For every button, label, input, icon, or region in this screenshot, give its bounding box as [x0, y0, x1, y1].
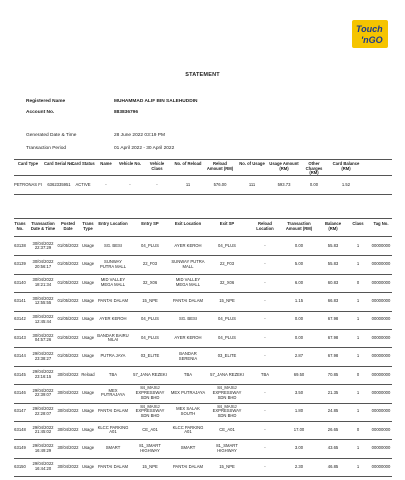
txn-header-cell: Entry Location	[98, 221, 128, 226]
txn-cell: 67.98	[327, 334, 339, 340]
txn-cell: 30/04/2022	[57, 390, 79, 396]
table-row	[0, 439, 405, 457]
txn-cell: 04_PLUS	[141, 316, 159, 322]
txn-cell: 84_MAXIJ EXPRESSWAY SDN BHD	[212, 385, 242, 400]
txn-cell: 24.85	[327, 408, 339, 414]
txn-cell: 63149	[14, 445, 26, 451]
txn-cell: 15_NPE	[142, 298, 158, 304]
txn-cell: 29/04/2022 23:16:15	[32, 369, 54, 379]
txn-cell: 1	[356, 390, 360, 396]
txn-cell: Usage	[81, 445, 95, 451]
txn-header-cell: Reload Location	[256, 221, 274, 231]
card-header-cell: Card Status	[71, 161, 95, 166]
card-header-cell: Vehicle No.	[118, 161, 142, 166]
txn-cell: 04_PLUS	[141, 242, 159, 248]
card-cell: 1.52	[341, 182, 351, 187]
txn-cell: 57_JANA REZEKI	[210, 371, 244, 377]
txn-cell: 00000000	[371, 279, 391, 285]
txn-cell: Usage	[81, 408, 95, 414]
txn-cell: 17.00	[293, 426, 305, 432]
txn-cell: 6.00	[294, 279, 304, 285]
txn-cell: PUTRA JAYA	[100, 353, 126, 359]
txn-cell: SMART	[105, 445, 121, 451]
txn-cell: 21.35	[327, 390, 339, 396]
txn-cell: 01/05/2022	[57, 261, 79, 267]
txn-cell: 1	[356, 353, 360, 359]
info-label: Generated Date & Time	[26, 133, 77, 138]
txn-cell: 30/04/2022	[57, 371, 79, 377]
card-header-cell: No. of Reload	[174, 161, 202, 166]
txn-cell: 63150	[14, 463, 26, 469]
txn-cell: 2.30	[294, 463, 304, 469]
txn-cell: BANDAR SERENIA	[178, 350, 198, 361]
txn-cell: 0.00	[294, 334, 304, 340]
txn-cell: 60.83	[327, 279, 339, 285]
txn-cell: 1	[356, 334, 360, 340]
card-table-header-rule	[14, 175, 392, 176]
info-label: Transaction Period	[26, 146, 67, 151]
txn-cell: 81_SMART HIGHWAY	[216, 442, 238, 453]
txn-cell: 84_MAXIJ EXPRESSWAY SDN BHD	[135, 385, 165, 400]
txn-cell: 00000000	[371, 463, 391, 469]
info-label: Registered Name	[26, 99, 66, 104]
info-value: 883836796	[114, 110, 139, 115]
txn-cell: 63145	[14, 371, 26, 377]
txn-cell: 63142	[14, 316, 26, 322]
txn-header-cell: Transaction Date & Time	[30, 221, 56, 231]
card-header-cell: Vehicle Class	[149, 161, 165, 171]
txn-cell: MID VALLEY MEGA MALL	[175, 277, 201, 287]
card-table-top-rule	[14, 159, 392, 160]
txn-cell: 30/04/2022	[57, 463, 79, 469]
txn-cell: 01/05/2022	[57, 279, 79, 285]
txn-cell: -	[264, 298, 266, 304]
txn-cell: 46.85	[327, 463, 339, 469]
txn-cell: 01/05/2022	[57, 298, 79, 304]
txn-header-cell: Transaction Amount (RM)	[285, 221, 313, 231]
txn-cell: Usage	[81, 463, 95, 469]
txn-cell: Usage	[81, 390, 95, 396]
txn-cell: 0	[356, 279, 360, 285]
txn-cell: 69.50	[293, 371, 305, 377]
txn-cell: SG. BESI	[179, 316, 197, 322]
txn-cell: 63141	[14, 298, 26, 304]
table-row	[0, 421, 405, 439]
txn-cell: 30/04/2022	[57, 426, 79, 432]
txn-cell: 66.83	[327, 298, 339, 304]
txn-cell: -	[264, 261, 266, 267]
txn-cell: MID VALLEY MEGA MALL	[100, 277, 126, 287]
txn-cell: 04_PLUS	[218, 242, 236, 248]
txn-cell: -	[264, 316, 266, 322]
txn-cell: -	[264, 426, 266, 432]
table-row	[0, 458, 405, 476]
txn-cell: Usage	[81, 316, 95, 322]
txn-cell: PANTAI DALAM	[97, 463, 129, 469]
txn-cell: 04_PLUS	[218, 316, 236, 322]
txn-cell: 55.83	[327, 261, 339, 267]
txn-cell: MEX PUTRAJAYA	[170, 390, 206, 396]
txn-cell: -	[264, 242, 266, 248]
info-value: 28 June 2022 03:19 PM	[114, 133, 165, 138]
txn-cell: -	[264, 390, 266, 396]
txn-cell: MEX PUTRAJAYA	[100, 387, 126, 398]
txn-cell: 30/04/2022 12:45:44	[32, 314, 54, 324]
txn-header-cell: Exit SP	[219, 221, 235, 226]
txn-cell: 2.87	[294, 353, 304, 359]
table-row	[0, 274, 405, 292]
txn-cell: 1	[356, 408, 360, 414]
info-label: Account No.	[26, 110, 55, 115]
txn-cell: 30/04/2022 20:56:17	[32, 258, 54, 269]
txn-cell: KLCC PARKING A01	[172, 424, 204, 435]
txn-cell: Usage	[81, 353, 95, 359]
txn-cell: BANDAR BAIRU NILAI	[97, 332, 129, 343]
txn-cell: 84_MAXIJ EXPRESSWAY SDN BHD	[212, 403, 242, 419]
txn-cell: 00000000	[371, 353, 391, 359]
txn-table-top-rule	[14, 218, 392, 219]
card-cell: -	[156, 182, 158, 187]
txn-cell: 00000000	[371, 371, 391, 377]
txn-cell: 29/04/2022 22:28:07	[32, 406, 54, 416]
txn-cell: 0.00	[294, 242, 304, 248]
txn-cell: PANTAI DALAM	[172, 463, 204, 469]
txn-cell: 00000000	[371, 316, 391, 322]
txn-cell: KLCC PARKING A01	[97, 424, 129, 435]
txn-cell: 63146	[14, 390, 26, 396]
card-cell: 593.73	[277, 182, 291, 187]
txn-cell: 1	[356, 316, 360, 322]
txn-cell: 0.00	[294, 316, 304, 322]
card-header-cell: Reload Amount (RM)	[206, 161, 234, 171]
txn-cell: 1	[356, 463, 360, 469]
txn-cell: 15_NPE	[142, 463, 158, 469]
txn-header-cell: Entry SP	[141, 221, 159, 226]
card-table-bottom-rule	[14, 194, 392, 195]
txn-cell: 00000000	[371, 426, 391, 432]
txn-cell: Usage	[81, 279, 95, 285]
info-value: MUHAMMAD ALIF BIN SALEHUDDIN	[114, 99, 198, 104]
table-row	[0, 255, 405, 273]
txn-cell: 63144	[14, 353, 26, 359]
txn-cell: -	[264, 445, 266, 451]
txn-cell: Usage	[81, 261, 95, 267]
txn-cell: 32_X06	[219, 279, 235, 285]
card-header-cell: No. of Usage	[239, 161, 265, 166]
txn-cell: 00000000	[371, 408, 391, 414]
card-header-cell: Name	[100, 161, 112, 166]
txn-cell: Usage	[81, 242, 95, 248]
txn-cell: 30/04/2022 22:37:29	[32, 240, 54, 251]
txn-cell: 22_F03	[219, 261, 235, 267]
txn-cell: 0	[356, 426, 360, 432]
txn-cell: PANTAI DALAM	[172, 298, 204, 304]
card-cell: 11	[185, 182, 191, 187]
txn-cell: TBA	[183, 371, 193, 377]
txn-cell: -	[264, 408, 266, 414]
card-cell: 6362335951	[47, 182, 71, 187]
card-header-cell: Usage Amount (RM)	[269, 161, 299, 171]
txn-cell: 29/04/2022 21:45:02	[32, 424, 54, 435]
txn-cell: PANTAI DALAM	[97, 408, 129, 414]
txn-cell: 29/04/2022 22:39:07	[32, 387, 54, 398]
txn-cell: MEX SALAK SOUTH	[176, 406, 200, 416]
card-cell: -	[105, 182, 107, 187]
card-cell: -	[129, 182, 131, 187]
txn-cell: 04_PLUS	[218, 334, 236, 340]
txn-cell: 63148	[14, 426, 26, 432]
txn-cell: -	[264, 334, 266, 340]
txn-header-cell: Exit Location	[174, 221, 202, 226]
txn-cell: CE_A01	[142, 426, 158, 432]
txn-cell: AYER KEROH	[174, 334, 202, 340]
txn-cell: 00000000	[371, 445, 391, 451]
txn-cell: 01/05/2022	[57, 242, 79, 248]
txn-header-cell: Trans Type	[82, 221, 94, 231]
table-row	[0, 403, 405, 421]
touch-n-go-logo	[352, 20, 388, 48]
txn-cell: 1	[356, 242, 360, 248]
row-divider	[14, 476, 392, 477]
txn-cell: 29/04/2022 16:49:29	[32, 442, 54, 453]
txn-cell: 03_ELITE	[140, 353, 160, 359]
txn-cell: Reload	[81, 371, 95, 377]
card-cell: ACTIVE	[75, 182, 91, 187]
table-row	[0, 237, 405, 255]
txn-cell: 1.15	[294, 298, 304, 304]
txn-cell: 01/05/2022	[57, 353, 79, 359]
txn-cell: 26.65	[327, 426, 339, 432]
txn-cell: CE_A01	[219, 426, 235, 432]
txn-cell: 00000000	[371, 261, 391, 267]
txn-cell: SUNWAY PUTRA MALL	[171, 258, 205, 269]
txn-cell: -	[264, 463, 266, 469]
statement-title: STATEMENT	[185, 72, 220, 78]
txn-cell: 1	[356, 261, 360, 267]
table-row	[0, 366, 405, 384]
txn-cell: -	[264, 279, 266, 285]
txn-cell: 57_JANA REZEKI	[133, 371, 167, 377]
table-row	[0, 384, 405, 402]
txn-cell: 00000000	[371, 390, 391, 396]
txn-cell: 55.83	[327, 242, 339, 248]
txn-cell: 1.80	[294, 408, 304, 414]
txn-cell: 63140	[14, 279, 26, 285]
table-row	[0, 347, 405, 365]
txn-cell: 67.98	[327, 316, 339, 322]
txn-cell: 22_F03	[142, 261, 158, 267]
card-header-cell: Other Charges (RM)	[305, 161, 323, 176]
txn-header-cell: Class	[352, 221, 364, 226]
txn-cell: 30/04/2022	[57, 408, 79, 414]
txn-cell: 5.00	[294, 261, 304, 267]
txn-cell: PANTAI DALAM	[97, 298, 129, 304]
txn-header-cell: Balance (RM)	[324, 221, 342, 231]
card-cell: 111	[248, 182, 256, 187]
txn-cell: 63138	[14, 242, 26, 248]
table-row	[0, 292, 405, 310]
txn-cell: -	[264, 353, 266, 359]
txn-cell: 29/04/2022 23:38:27	[32, 350, 54, 361]
table-row	[0, 311, 405, 329]
txn-cell: 01/05/2022	[57, 316, 79, 322]
txn-cell: AYER KEROH	[174, 242, 202, 248]
txn-cell: 81_SMART HIGHWAY	[139, 442, 161, 453]
txn-cell: 30/04/2022 12:55:55	[32, 295, 54, 306]
txn-cell: 30/04/2022	[57, 445, 79, 451]
card-cell: PETRONAS FI	[14, 182, 42, 187]
txn-cell: 0	[356, 371, 360, 377]
txn-cell: SG. BESI	[104, 242, 122, 248]
txn-cell: 32_X06	[142, 279, 158, 285]
txn-cell: 1	[356, 298, 360, 304]
txn-cell: Usage	[81, 426, 95, 432]
txn-cell: SUNWAY PUTRA MALL	[99, 258, 127, 269]
txn-cell: 63143	[14, 334, 26, 340]
info-value: 01 April 2022 - 30 April 2022	[114, 146, 175, 151]
logo-line1: Touch	[356, 24, 383, 34]
txn-cell: 00000000	[371, 242, 391, 248]
txn-cell: 1	[356, 445, 360, 451]
txn-cell: Usage	[81, 334, 95, 340]
txn-cell: 03_ELITE	[217, 353, 237, 359]
txn-cell: SMART	[180, 445, 196, 451]
txn-cell: 00000000	[371, 298, 391, 304]
txn-cell: TBA	[108, 371, 118, 377]
card-cell: 0.00	[309, 182, 319, 187]
txn-header-cell: Trans No.	[14, 221, 26, 231]
txn-cell: 67.98	[327, 353, 339, 359]
txn-cell: 04_PLUS	[141, 334, 159, 340]
txn-cell: 30/04/2022 04:57:26	[32, 332, 54, 343]
txn-cell: 43.65	[327, 445, 339, 451]
card-cell: 576.00	[213, 182, 227, 187]
txn-cell: 30/04/2022 18:21:34	[32, 277, 54, 287]
card-header-cell: Card Type	[17, 161, 39, 166]
txn-cell: 3.50	[294, 390, 304, 396]
txn-cell: 3.00	[294, 445, 304, 451]
card-header-cell: Card Serial No.	[43, 161, 75, 166]
txn-cell: 15_NPE	[219, 463, 235, 469]
txn-cell: 01/05/2022	[57, 334, 79, 340]
txn-cell: 15_NPE	[219, 298, 235, 304]
txn-header-cell: Tag No.	[373, 221, 389, 226]
txn-cell: 70.85	[327, 371, 339, 377]
txn-cell: 63147	[14, 408, 26, 414]
table-row	[0, 329, 405, 347]
txn-cell: 63139	[14, 261, 26, 267]
card-header-cell: Card Balance (RM)	[332, 161, 360, 171]
txn-cell: Usage	[81, 298, 95, 304]
txn-cell: TBA	[260, 371, 270, 377]
txn-header-cell: Posted Date	[61, 221, 75, 231]
txn-cell: AYER KEROH	[99, 316, 127, 322]
txn-cell: 29/04/2022 16:44:20	[32, 461, 54, 471]
txn-cell: 84_MAXIJ EXPRESSWAY SDN BHD	[135, 403, 165, 419]
logo-line2: 'nGO	[361, 35, 383, 45]
txn-cell: 00000000	[371, 334, 391, 340]
